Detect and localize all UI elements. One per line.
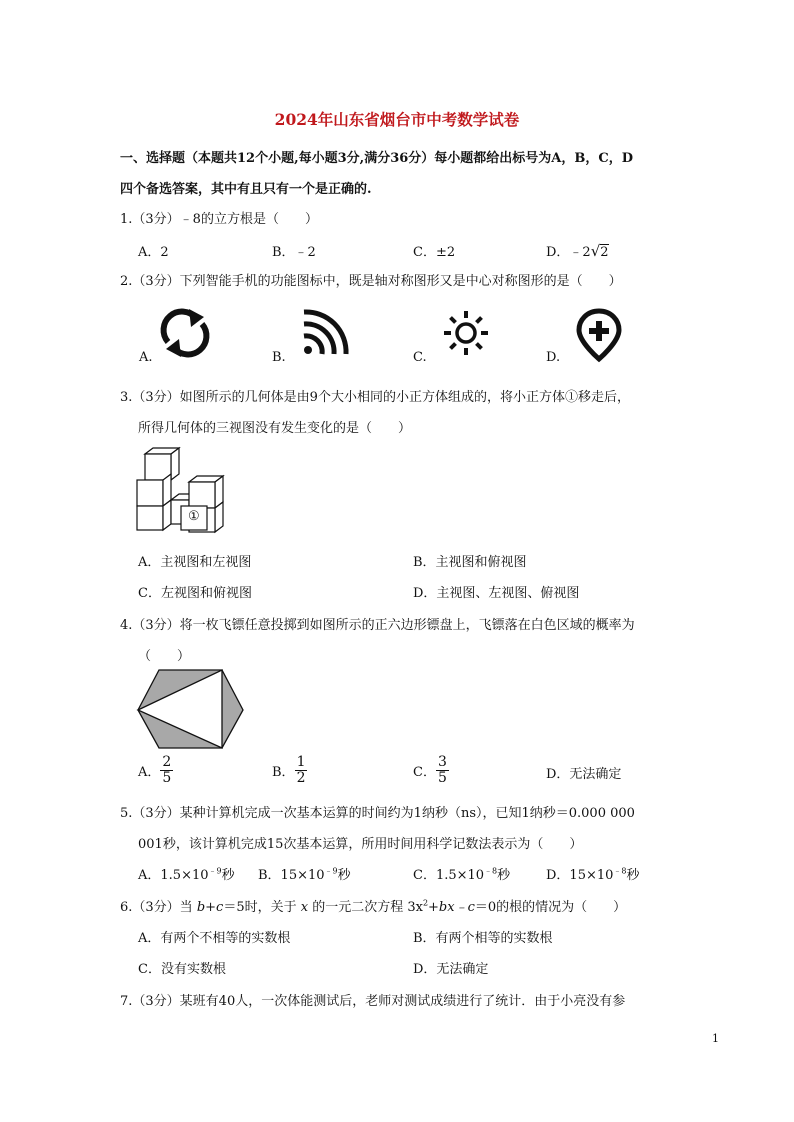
q3-stem-line2: 所得几何体的三视图没有发生变化的是（ ） bbox=[138, 421, 412, 436]
section-heading-line2: 四个备选答案，其中有且只有一个是正确的. bbox=[120, 182, 372, 197]
q4-a-denominator: 5 bbox=[162, 770, 172, 786]
q1-option-d-radicand: 2 bbox=[600, 245, 609, 260]
cube-1-label: ① bbox=[188, 509, 200, 524]
q5-a-exponent: ﹣9 bbox=[208, 866, 222, 876]
q5-option-a bbox=[138, 864, 235, 883]
q5-a-unit: 秒 bbox=[221, 868, 235, 883]
q6-stem-part-f: +bx﹣c bbox=[428, 900, 475, 915]
page-title: 2024年山东省烟台市中考数学试卷 bbox=[274, 110, 520, 129]
q4-c-denominator: 5 bbox=[437, 770, 447, 786]
section-heading-line1: 一、选择题（本题共12个小题,每小题3分,满分36分）每小题都给出标号为A，B，C，D bbox=[120, 151, 633, 166]
q6-stem-part-a: 6.（3分）当 bbox=[120, 900, 197, 915]
q4-option-b bbox=[272, 755, 307, 786]
page-number: 1 bbox=[712, 1032, 719, 1045]
q5-option-c bbox=[413, 864, 510, 883]
q6-stem bbox=[120, 896, 626, 915]
q6-stem-exponent: 2 bbox=[422, 898, 429, 908]
q5-b-exponent: ﹣9 bbox=[324, 866, 338, 876]
q5-b-base: B．15×10 bbox=[258, 868, 325, 883]
wifi-signal-icon bbox=[300, 308, 350, 358]
q5-option-d bbox=[546, 864, 640, 883]
q5-d-unit: 秒 bbox=[626, 868, 640, 883]
q3-stem-line1: 3.（3分）如图所示的几何体是由9个大小相同的小正方体组成的，将小正方体①移走后， bbox=[120, 390, 630, 405]
q3-option-a: A．主视图和左视图 bbox=[138, 555, 252, 570]
q2-label-b: B. bbox=[272, 350, 286, 365]
q2-stem: 2.（3分）下列智能手机的功能图标中，既是轴对称图形又是中心对称图形的是（ ） bbox=[120, 274, 622, 289]
refresh-icon bbox=[158, 308, 212, 358]
q1-option-b: B．﹣2 bbox=[272, 245, 316, 260]
q5-option-b bbox=[258, 864, 351, 883]
q5-c-exponent: ﹣8 bbox=[484, 866, 498, 876]
q4-option-d: D．无法确定 bbox=[546, 767, 622, 782]
q1-option-d-prefix: D．﹣2 bbox=[546, 245, 591, 260]
q5-stem-line1: 5.（3分）某种计算机完成一次基本运算的时间约为1纳秒（ns），已知1纳秒＝0.000 000 bbox=[120, 806, 635, 821]
add-location-pin-icon bbox=[576, 308, 622, 362]
q5-c-base: C．1.5×10 bbox=[413, 868, 485, 883]
q5-b-unit: 秒 bbox=[337, 868, 351, 883]
q5-d-base: D．15×10 bbox=[546, 868, 614, 883]
q5-stem-line2: 001秒，该计算机完成15次基本运算，所用时间用科学记数法表示为（ ） bbox=[138, 837, 583, 852]
q3-option-b: B．主视图和俯视图 bbox=[413, 555, 527, 570]
q2-label-a: A. bbox=[139, 350, 153, 365]
q2-label-c: C. bbox=[413, 350, 427, 365]
q4-c-numerator: 3 bbox=[437, 754, 447, 770]
q4-option-c-label: C． bbox=[413, 765, 436, 780]
q6-option-a: A．有两个不相等的实数根 bbox=[138, 931, 291, 946]
q6-option-b: B．有两个相等的实数根 bbox=[413, 931, 553, 946]
q4-option-b-label: B． bbox=[272, 765, 295, 780]
q6-stem-part-e: 的一元二次方程 3x bbox=[308, 900, 423, 915]
q4-option-a bbox=[138, 755, 173, 786]
q5-c-unit: 秒 bbox=[497, 868, 511, 883]
brightness-sun-icon bbox=[443, 310, 489, 356]
q4-b-denominator: 2 bbox=[296, 770, 306, 786]
q6-stem-part-d: x bbox=[300, 900, 309, 915]
q6-stem-part-c: ＝5时，关于 bbox=[223, 900, 301, 915]
q6-stem-part-g: ＝0的根的情况为（ ） bbox=[474, 900, 627, 915]
q1-stem: 1.（3分）﹣8的立方根是（ ） bbox=[120, 212, 318, 227]
q2-label-d: D. bbox=[546, 350, 561, 365]
q6-option-c: C．没有实数根 bbox=[138, 962, 226, 977]
q7-stem-line1: 7.（3分）某班有40人，一次体能测试后，老师对测试成绩进行了统计．由于小亮没有参 bbox=[120, 994, 626, 1009]
q5-a-base: A．1.5×10 bbox=[138, 868, 209, 883]
q3-option-d: D．主视图、左视图、俯视图 bbox=[413, 586, 580, 601]
q1-option-d: D．﹣2√2 bbox=[546, 242, 609, 260]
q4-option-a-label: A． bbox=[138, 765, 161, 780]
q4-a-numerator: 2 bbox=[162, 754, 172, 770]
q4-option-c bbox=[413, 755, 449, 786]
q4-stem-line2: （ ） bbox=[138, 649, 191, 664]
q1-option-c: C．±2 bbox=[413, 245, 456, 260]
q5-d-exponent: ﹣8 bbox=[613, 866, 627, 876]
q6-stem-part-b: b+c bbox=[196, 900, 224, 915]
q4-b-numerator: 1 bbox=[296, 754, 306, 770]
q4-stem-line1: 4.（3分）将一枚飞镖任意投掷到如图所示的正六边形镖盘上，飞镖落在白色区域的概率为 bbox=[120, 618, 635, 633]
q6-option-d: D．无法确定 bbox=[413, 962, 489, 977]
q1-option-a: A．2 bbox=[138, 245, 169, 260]
q3-option-c: C．左视图和俯视图 bbox=[138, 586, 252, 601]
cube-stack-figure bbox=[135, 446, 231, 532]
hexagon-dartboard-figure bbox=[136, 668, 246, 750]
